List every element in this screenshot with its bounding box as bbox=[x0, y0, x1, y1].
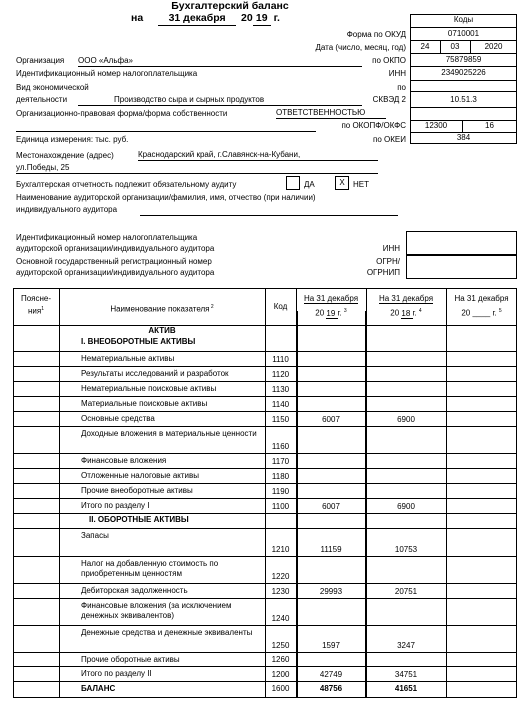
row-code: 1140 bbox=[271, 400, 290, 409]
row-name: Нематериальные активы bbox=[81, 354, 175, 363]
header-col2-line2 bbox=[366, 306, 446, 319]
okud-label: Форма по ОКУД bbox=[346, 30, 406, 39]
row-value-current: 11159 bbox=[320, 545, 342, 554]
header-col3-line1 bbox=[446, 294, 517, 304]
row-code: 1220 bbox=[271, 572, 290, 581]
auditor-label-2: индивидуального аудитора bbox=[16, 205, 118, 214]
row-name: Нематериальные поисковые активы bbox=[81, 384, 217, 393]
okopf-label: по ОКОПФ/ОКФС bbox=[341, 121, 406, 130]
row-name: Дебиторская задолженность bbox=[81, 586, 188, 595]
balance-date-line bbox=[131, 12, 280, 26]
row-code: 1230 bbox=[271, 587, 290, 596]
balance-table bbox=[13, 288, 517, 698]
section-aktiv: АКТИВ bbox=[148, 326, 176, 335]
row-name: Отложенные налоговые активы bbox=[81, 471, 199, 480]
row-divider bbox=[13, 556, 517, 557]
header-code: Код bbox=[273, 302, 288, 311]
row-divider bbox=[13, 366, 517, 367]
row-name: Запасы bbox=[81, 531, 109, 540]
row-code: 1210 bbox=[271, 545, 290, 554]
section-2-title: II. ОБОРОТНЫЕ АКТИВЫ bbox=[89, 515, 189, 524]
codes-header: Коды bbox=[453, 15, 474, 24]
row-divider bbox=[13, 381, 517, 382]
row-value-previous: 10753 bbox=[394, 545, 418, 554]
year-g: г. bbox=[273, 12, 280, 24]
row-value-current: 42749 bbox=[319, 670, 343, 679]
row-divider bbox=[13, 528, 517, 529]
col-divider bbox=[446, 288, 447, 698]
okved-label-2: СКВЭД 2 bbox=[372, 95, 406, 104]
header-col2-date: На 31 декабря bbox=[378, 294, 434, 303]
audit-no-label: НЕТ bbox=[353, 180, 369, 189]
row-code: 1150 bbox=[271, 415, 290, 424]
date-day: 24 bbox=[420, 42, 430, 51]
auditor-underline bbox=[140, 215, 398, 216]
row-code: 1190 bbox=[271, 487, 290, 496]
header-col3-year: ____ bbox=[472, 308, 493, 318]
row-code: 1200 bbox=[271, 670, 290, 679]
inn-code: 2349025226 bbox=[441, 68, 486, 77]
header-name-sup: 2 bbox=[209, 304, 214, 310]
date-month: 03 bbox=[450, 42, 460, 51]
row-divider bbox=[13, 625, 517, 626]
okopf-code: 12300 bbox=[424, 121, 448, 130]
row-code: 1170 bbox=[271, 457, 290, 466]
header-notes-sup: 1 bbox=[41, 306, 44, 312]
row-code: 1600 bbox=[271, 684, 290, 693]
location-line-2: ул.Победы, 25 bbox=[16, 163, 378, 174]
row-code: 1130 bbox=[271, 385, 290, 394]
row-name: Материальные поисковые активы bbox=[81, 399, 208, 408]
legal-form-label: Организационно-правовая форма/форма собственности bbox=[16, 109, 228, 118]
auditor-label-1: Наименование аудиторской организации/фамилия, имя, отчество (при наличии) bbox=[16, 193, 316, 202]
year-prefix: 20 bbox=[241, 12, 253, 24]
date-label: Дата (число, месяц, год) bbox=[315, 43, 406, 52]
row-name: Финансовые вложения (за исключением денежных эквивалентов) bbox=[81, 601, 232, 620]
okei-label: по ОКЕИ bbox=[373, 135, 406, 144]
header-col3-sup: 5 bbox=[498, 308, 502, 314]
row-name: Финансовые вложения bbox=[81, 456, 167, 465]
activity-label-1: Вид экономической bbox=[16, 83, 89, 92]
header-notes-text: Поясне-ния bbox=[20, 294, 52, 316]
row-divider bbox=[13, 426, 517, 427]
row-name: Прочие оборотные активы bbox=[81, 655, 180, 664]
row-divider bbox=[13, 498, 517, 499]
header-name bbox=[59, 302, 265, 315]
row-code: 1120 bbox=[271, 370, 290, 379]
page-title: Бухгалтерский баланс bbox=[171, 0, 289, 12]
header-col1-line1 bbox=[296, 294, 366, 304]
auditor-inn-label-2: аудиторской организации/индивидуального аудитора bbox=[16, 244, 215, 253]
row-name: Основные средства bbox=[81, 414, 155, 423]
legal-form-underline bbox=[16, 131, 316, 132]
row-name: Итого по разделу II bbox=[81, 669, 152, 678]
row-value-previous: 3247 bbox=[397, 641, 415, 650]
row-name: Итого по разделу I bbox=[81, 501, 150, 510]
auditor-ogrn-code-label-1: ОГРН/ bbox=[376, 257, 400, 266]
row-value-current: 48756 bbox=[319, 684, 343, 693]
header-col3-g: г. bbox=[492, 308, 499, 318]
unit-label: Единица измерения: тыс. руб. bbox=[16, 135, 129, 144]
auditor-ogrn-label-1: Основной государственный регистрационный номер bbox=[16, 257, 212, 266]
activity-value: Производство сыра и сырных продуктов bbox=[78, 95, 362, 106]
auditor-ogrn-code-label-2: ОГРНИП bbox=[366, 268, 400, 277]
row-value-current: 29993 bbox=[319, 587, 343, 596]
inn-code-label: ИНН bbox=[388, 69, 406, 78]
header-col2-year: 18 bbox=[401, 308, 413, 318]
row-divider bbox=[13, 351, 517, 352]
header-col2-sup: 4 bbox=[418, 308, 422, 314]
location-label: Местонахождение (адрес) bbox=[16, 151, 114, 160]
header-col3-date: На 31 декабря bbox=[454, 294, 509, 303]
org-name: ООО «Альфа» bbox=[78, 56, 362, 67]
okved-code: 10.51.3 bbox=[450, 95, 477, 104]
date-year: 2020 bbox=[484, 42, 503, 51]
auditor-inn-code-label: ИНН bbox=[382, 244, 400, 253]
on-word: на bbox=[131, 12, 144, 24]
section-1-title: I. ВНЕОБОРОТНЫЕ АКТИВЫ bbox=[81, 337, 196, 346]
audit-no-checkbox[interactable]: X bbox=[335, 176, 349, 190]
row-code: 1250 bbox=[271, 641, 290, 650]
header-name-text: Наименование показателя bbox=[110, 304, 210, 314]
header-col1-g: г. bbox=[337, 308, 344, 318]
auditor-inn-label-1: Идентификационный номер налогоплательщика bbox=[16, 233, 198, 242]
header-notes bbox=[13, 294, 59, 317]
org-label: Организация bbox=[16, 56, 65, 65]
header-col1-year: 19 bbox=[326, 308, 338, 318]
row-value-previous: 20751 bbox=[394, 587, 418, 596]
okud-code: 0710001 bbox=[447, 29, 480, 38]
row-divider bbox=[13, 513, 517, 514]
row-value-previous: 6900 bbox=[397, 415, 415, 424]
row-name: Налог на добавленную стоимость по приобретенным ценностям bbox=[81, 559, 219, 578]
okfs-code: 16 bbox=[485, 121, 494, 130]
inn-label: Идентификационный номер налогоплательщика bbox=[16, 69, 198, 78]
year-suffix: 19 bbox=[253, 12, 271, 26]
row-name: Денежные средства и денежные эквиваленты bbox=[81, 628, 253, 637]
row-divider bbox=[13, 681, 517, 682]
auditor-inn-box[interactable] bbox=[406, 231, 517, 255]
row-value-current: 1597 bbox=[322, 641, 340, 650]
row-divider bbox=[13, 483, 517, 484]
row-code: 1180 bbox=[271, 472, 290, 481]
row-name: БАЛАНС bbox=[81, 684, 116, 693]
row-code: 1240 bbox=[271, 614, 290, 623]
activity-label-2: деятельности bbox=[16, 95, 68, 104]
row-divider bbox=[13, 666, 517, 667]
row-code: 1260 bbox=[271, 655, 290, 664]
header-col2-prefix: 20 bbox=[390, 308, 402, 318]
row-divider bbox=[13, 583, 517, 584]
header-col2-line1 bbox=[366, 294, 446, 304]
row-name: Прочие внеоборотные активы bbox=[81, 486, 193, 495]
header-col1-date: На 31 декабря bbox=[303, 294, 359, 303]
row-divider bbox=[13, 411, 517, 412]
header-col3-prefix: 20 bbox=[461, 308, 473, 318]
auditor-ogrn-box[interactable] bbox=[406, 255, 517, 279]
row-name: Доходные вложения в материальные ценности bbox=[81, 429, 257, 438]
row-divider bbox=[13, 468, 517, 469]
balance-date: 31 декабря bbox=[158, 12, 236, 26]
row-name: Результаты исследований и разработок bbox=[81, 369, 229, 378]
row-divider bbox=[13, 453, 517, 454]
header-col1-line2 bbox=[296, 306, 366, 319]
row-divider bbox=[13, 396, 517, 397]
row-code: 1110 bbox=[272, 355, 289, 364]
header-col3-line2 bbox=[446, 306, 517, 319]
row-divider bbox=[13, 652, 517, 653]
header-col1-sup: 3 bbox=[343, 308, 347, 314]
header-col2-g: г. bbox=[412, 308, 419, 318]
audit-yes-label: ДА bbox=[304, 180, 315, 189]
row-divider bbox=[13, 598, 517, 599]
location-line-1: Краснодарский край, г.Славянск-на-Кубани, bbox=[138, 150, 378, 161]
legal-form-value: ОТВЕТСТВЕННОСТЬЮ bbox=[276, 108, 386, 119]
col-divider bbox=[59, 288, 60, 698]
auditor-ogrn-label-2: аудиторской организации/индивидуального аудитора bbox=[16, 268, 215, 277]
row-code: 1100 bbox=[271, 502, 290, 511]
row-value-previous: 41651 bbox=[394, 684, 418, 693]
okpo-code: 75879859 bbox=[445, 55, 482, 64]
row-code: 1160 bbox=[271, 442, 290, 451]
okei-code: 384 bbox=[456, 133, 471, 142]
audit-question: Бухгалтерская отчетность подлежит обязательному аудиту bbox=[16, 180, 237, 189]
row-value-previous: 34751 bbox=[394, 670, 418, 679]
header-col1-prefix: 20 bbox=[315, 308, 327, 318]
audit-yes-checkbox[interactable] bbox=[286, 176, 300, 190]
okpo-label: по ОКПО bbox=[372, 56, 406, 65]
row-value-previous: 6900 bbox=[397, 502, 415, 511]
row-value-current: 6007 bbox=[322, 415, 340, 424]
row-value-current: 6007 bbox=[322, 502, 340, 511]
okved-label-1: по bbox=[397, 83, 406, 92]
